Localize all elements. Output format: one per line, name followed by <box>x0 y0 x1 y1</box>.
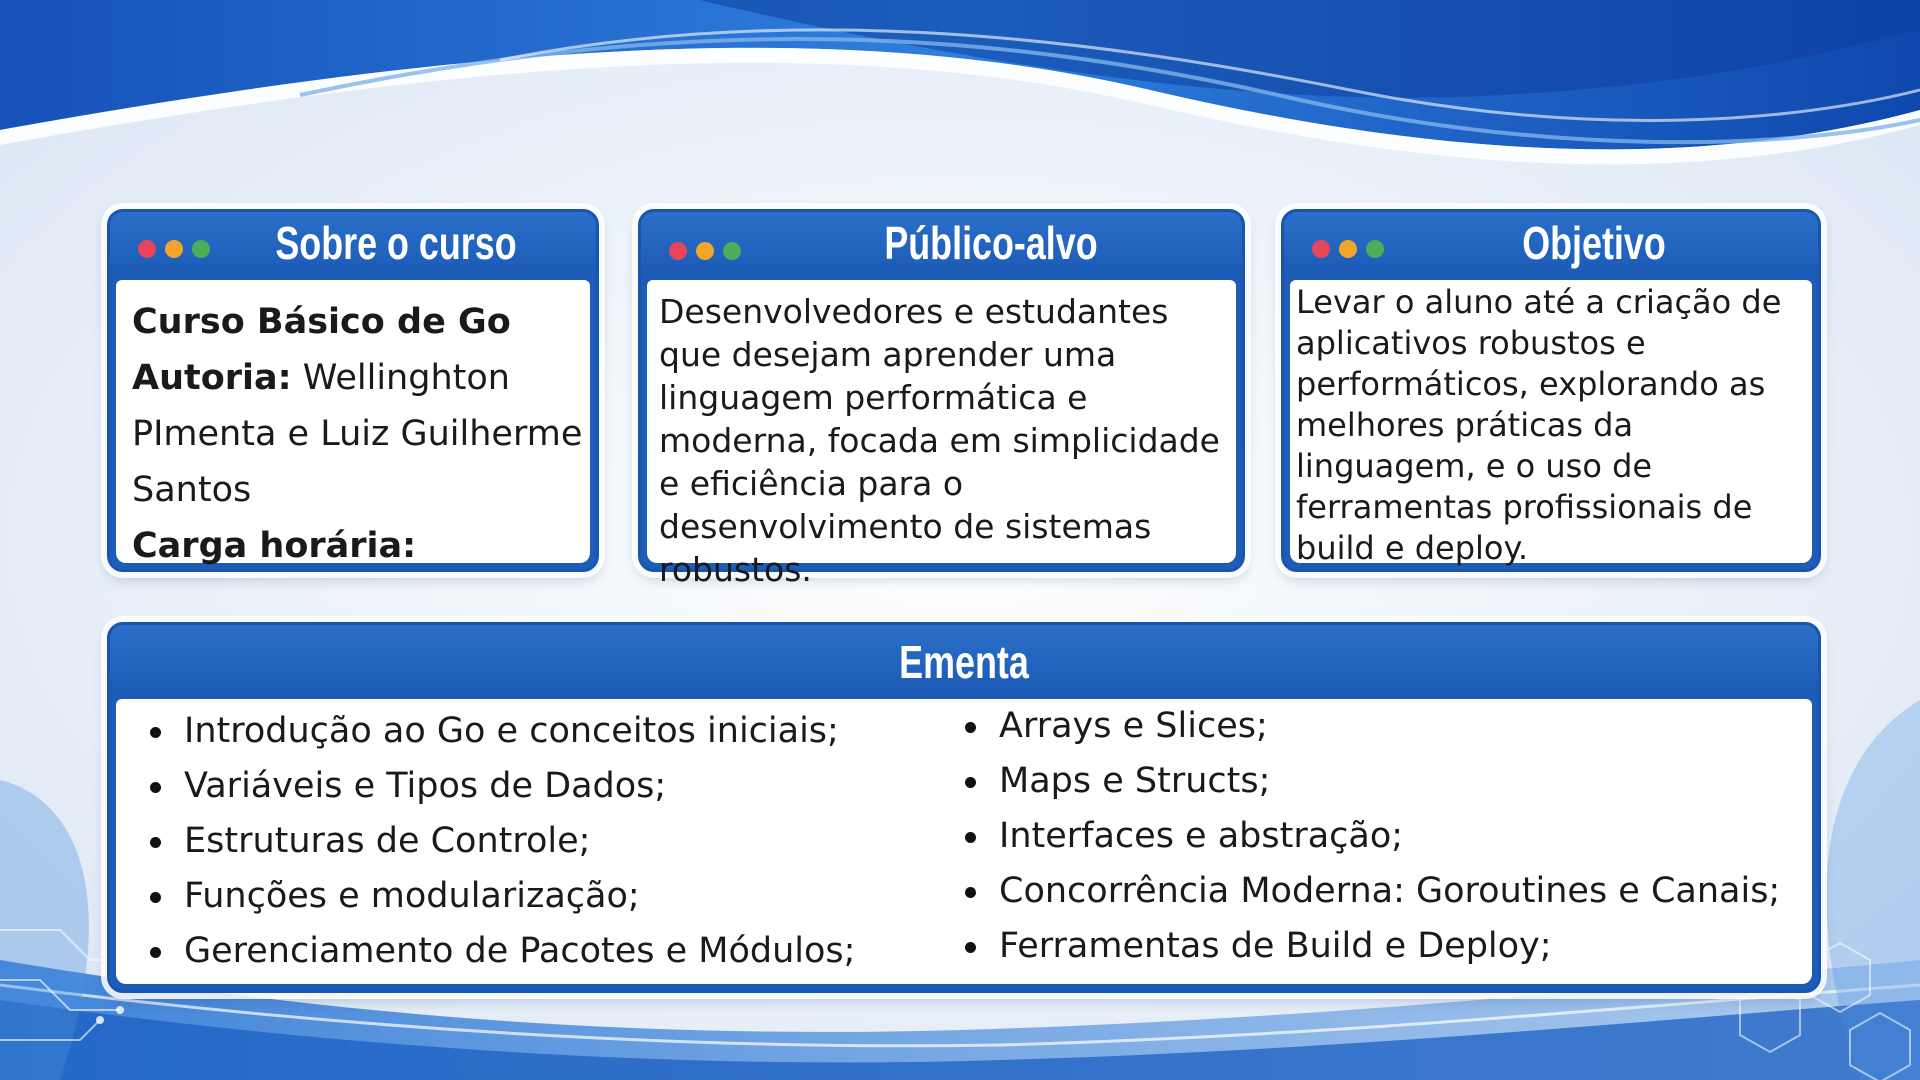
card-publico-alvo <box>638 209 1245 589</box>
card-title: Sobre o curso <box>275 217 517 269</box>
card-sobre-o-curso <box>107 209 599 572</box>
syllabus-item-text: Maps e Structs; <box>999 761 1271 801</box>
card-title: Público-alvo <box>884 217 1098 269</box>
green-dot-icon <box>1366 240 1384 258</box>
card-body: Desenvolvedores e estudantes que desejam aprender uma linguagem performática e moderna, focada em simplicidade e eficiência para o desenvolvimento de sistemas robustos. <box>647 280 1236 563</box>
card-body: Levar o aluno até a criação de aplicativos robustos e performáticos, explorando as melhores práticas da linguagem, e o uso de ferramentas profissionais de build e deploy. <box>1290 280 1812 563</box>
card-objetivo <box>1281 209 1821 572</box>
authorship-label: Autoria: <box>132 358 292 398</box>
syllabus-item-text: Interfaces e abstração; <box>999 816 1404 856</box>
syllabus-item-text: Ferramentas de Build e Deploy; <box>999 926 1552 966</box>
syllabus-item <box>959 754 1780 809</box>
card-title: Ementa <box>899 636 1029 688</box>
bullet-icon <box>965 942 976 953</box>
bullet-icon <box>150 727 161 738</box>
window-dots <box>669 242 741 260</box>
authors-text-1: Wellinghton <box>302 358 510 398</box>
red-dot-icon <box>1312 240 1330 258</box>
syllabus-list-left <box>144 704 855 979</box>
syllabus-item <box>959 699 1780 754</box>
green-dot-icon <box>192 240 210 258</box>
syllabus-item <box>144 814 855 869</box>
syllabus-item-text: Estruturas de Controle; <box>184 821 591 861</box>
bullet-icon <box>150 947 161 958</box>
syllabus-item-text: Variáveis e Tipos de Dados; <box>184 766 667 806</box>
syllabus-item <box>959 864 1780 919</box>
syllabus-item <box>144 869 855 924</box>
syllabus-item <box>144 759 855 814</box>
syllabus-item-text: Funções e modularização; <box>184 876 640 916</box>
syllabus-item <box>144 924 855 979</box>
syllabus-item <box>959 919 1780 974</box>
syllabus-item-text: Introdução ao Go e conceitos iniciais; <box>184 711 839 751</box>
orange-dot-icon <box>1339 240 1357 258</box>
bullet-icon <box>965 832 976 843</box>
authors-text-3: Santos <box>132 470 252 510</box>
syllabus-item-text: Concorrência Moderna: Goroutines e Canais; <box>999 871 1781 911</box>
bullet-icon <box>965 887 976 898</box>
course-name: Curso Básico de Go <box>132 302 511 342</box>
window-dots <box>1312 240 1384 258</box>
card-body <box>116 699 1812 984</box>
red-dot-icon <box>669 242 687 260</box>
bullet-icon <box>150 892 161 903</box>
syllabus-list-right <box>959 699 1780 974</box>
syllabus-item-text: Gerenciamento de Pacotes e Módulos; <box>184 931 856 971</box>
syllabus-item-text: Arrays e Slices; <box>999 706 1268 746</box>
authors-line <box>132 350 590 406</box>
syllabus-item <box>959 809 1780 864</box>
bullet-icon <box>965 777 976 788</box>
card-body <box>116 280 590 566</box>
card-ementa <box>107 622 1821 993</box>
red-dot-icon <box>138 240 156 258</box>
syllabus-item <box>144 704 855 759</box>
green-dot-icon <box>723 242 741 260</box>
bullet-icon <box>150 782 161 793</box>
orange-dot-icon <box>165 240 183 258</box>
card-title: Objetivo <box>1522 217 1666 269</box>
window-dots <box>138 240 210 258</box>
bullet-icon <box>150 837 161 848</box>
authors-text-2: PImenta e Luiz Guilherme <box>132 414 583 454</box>
bullet-icon <box>965 722 976 733</box>
orange-dot-icon <box>696 242 714 260</box>
workload-label: Carga horária: <box>132 526 417 566</box>
